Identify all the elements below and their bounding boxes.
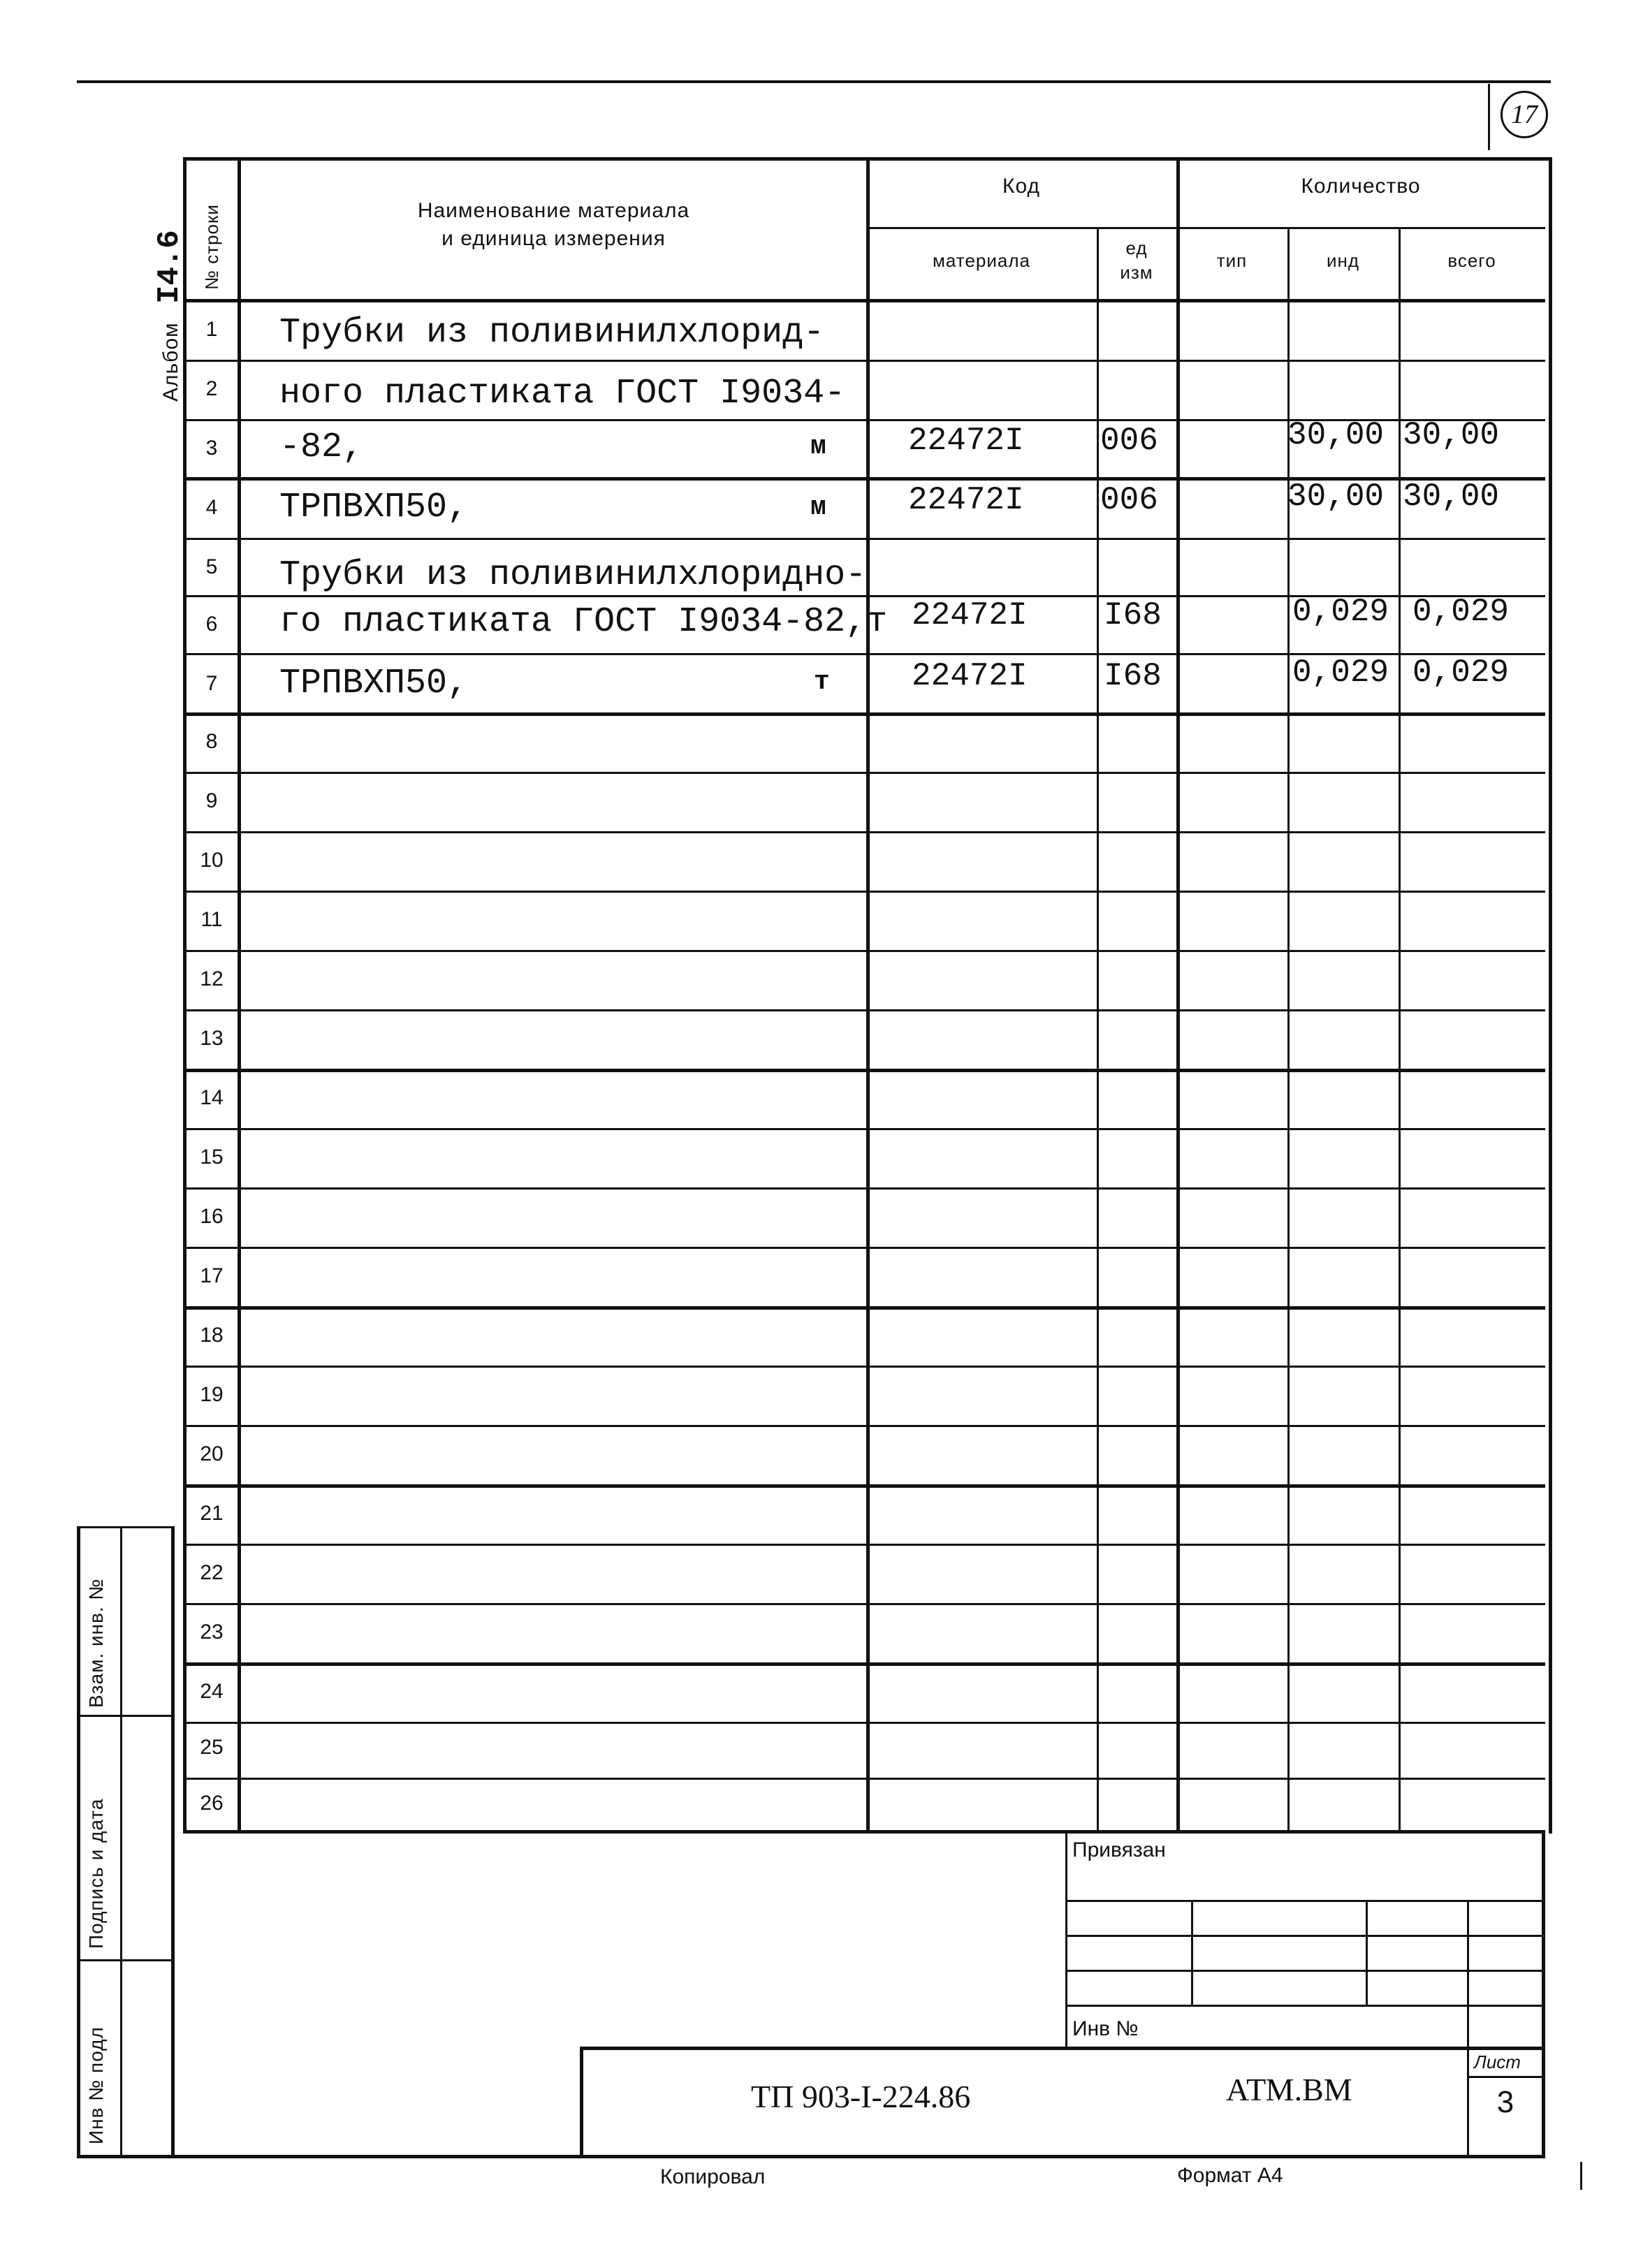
document-code: АТМ.ВМ (1226, 2072, 1352, 2107)
row-line (183, 1009, 1545, 1011)
inv-no-label: Инв № (1072, 2017, 1139, 2040)
header-code-unit-2: изм (1120, 262, 1153, 283)
material-name: го пластиката ГОСТ I9034-82,т (279, 602, 888, 642)
stamp-line (1065, 1935, 1544, 1937)
row-number: 3 (205, 437, 218, 460)
qty-ind: 0,029 (1292, 654, 1389, 691)
side-label-inv-podl: Инв № подл (85, 2026, 107, 2144)
row-line (183, 1484, 1545, 1488)
row-line (183, 1128, 1545, 1130)
side-strip-top (77, 1526, 173, 1528)
header-qty-total: всего (1447, 250, 1496, 271)
material-name: ТРПВХП50, (279, 488, 469, 527)
document-designation: ТП 903-I-224.86 (751, 2079, 971, 2114)
header-code-material: материала (933, 250, 1030, 271)
row-number: 10 (200, 849, 224, 872)
row-number: 19 (200, 1383, 224, 1406)
row-line (183, 1603, 1545, 1605)
row-number: 12 (200, 967, 224, 990)
unit-of-measure: м (810, 432, 826, 462)
footer-copied: Копировал (660, 2165, 766, 2188)
material-code: 22472I (912, 658, 1028, 694)
row-line (183, 772, 1545, 774)
material-code: 22472I (908, 482, 1024, 518)
qty-total: 0,029 (1412, 654, 1510, 691)
row-number: 2 (205, 377, 218, 400)
row-line (183, 1247, 1545, 1249)
row-number: 22 (200, 1561, 224, 1584)
row-number: 18 (200, 1324, 224, 1347)
qty-total: 30,00 (1403, 478, 1500, 515)
right-edge-mark (1580, 2162, 1582, 2190)
header-name-1: Наименование материала (417, 199, 690, 222)
unit-code: I68 (1104, 658, 1162, 694)
title-block-sheet-line (1467, 2076, 1544, 2078)
privyazan-label: Привязан (1072, 1838, 1166, 1861)
row-number: 21 (200, 1502, 224, 1525)
row-line (183, 831, 1545, 833)
row-number: 14 (200, 1086, 224, 1109)
row-line (183, 1544, 1545, 1546)
row-line (183, 538, 1545, 540)
unit-of-measure: т (814, 667, 830, 697)
side-strip-mid (120, 1526, 122, 2155)
col-line-code (1097, 227, 1099, 1830)
stamp-line (1065, 1970, 1544, 1972)
stamp-line (1065, 1900, 1544, 1902)
title-block-left (580, 2047, 583, 2157)
stamp-line (1467, 1900, 1469, 2047)
side-label-podpis: Подпись и дата (85, 1798, 107, 1949)
material-name: Трубки из поливинилхлоридно- (279, 555, 867, 595)
frame-left (171, 1526, 175, 2155)
stamp-line (1065, 1830, 1067, 2047)
header-qty-type: тип (1216, 250, 1248, 271)
row-line (183, 1069, 1545, 1072)
qty-ind: 30,00 (1287, 478, 1385, 515)
stamp-line (1191, 1900, 1193, 2005)
album-label: Альбом I4.6 (152, 230, 187, 402)
header-code-unit-1: ед (1125, 237, 1148, 258)
col-line-name (866, 157, 870, 1830)
row-line (183, 1722, 1545, 1724)
row-line (183, 1425, 1545, 1427)
header-row-no: № строки (201, 204, 222, 290)
header-name-2: и единица измерения (441, 227, 666, 250)
row-number: 17 (200, 1264, 224, 1287)
header-subdivider (866, 227, 1545, 229)
material-name: ного пластиката ГОСТ I9034- (279, 374, 846, 414)
col-line-type (1287, 227, 1290, 1830)
top-rule (77, 80, 1551, 83)
header-qty: Количество (1301, 175, 1421, 198)
row-line (183, 1830, 1545, 1834)
stamp-line (1366, 1900, 1368, 2005)
row-number: 25 (200, 1736, 224, 1759)
row-line (183, 712, 1545, 716)
sheet-number-circle: 17 (1501, 91, 1548, 138)
row-line (183, 1662, 1545, 1666)
row-line (183, 950, 1545, 952)
row-number: 15 (200, 1146, 224, 1169)
side-strip-div (77, 1715, 173, 1717)
stamp-line (1065, 2005, 1544, 2007)
row-line (183, 891, 1545, 893)
row-number: 8 (205, 730, 218, 753)
row-number: 26 (200, 1792, 224, 1815)
sheet-number: 3 (1496, 2085, 1514, 2119)
row-number: 23 (200, 1620, 224, 1644)
row-number: 13 (200, 1027, 224, 1050)
row-number: 1 (205, 318, 218, 341)
header-bottom (183, 299, 1545, 302)
unit-code: 006 (1100, 482, 1158, 518)
row-line (183, 1306, 1545, 1310)
qty-ind: 0,029 (1292, 594, 1389, 630)
material-name: Трубки из поливинилхлорид- (279, 313, 825, 353)
row-number: 4 (205, 496, 218, 519)
unit-code: 006 (1100, 423, 1158, 459)
row-number: 16 (200, 1205, 224, 1228)
material-name: -82, (279, 427, 364, 467)
row-number: 20 (200, 1442, 224, 1465)
side-strip-div (77, 1959, 173, 1961)
material-code: 22472I (908, 423, 1024, 459)
row-number: 9 (205, 789, 218, 812)
material-code: 22472I (912, 597, 1028, 634)
header-code: Код (1002, 175, 1040, 198)
col-line-qty (1176, 157, 1180, 1830)
row-line (183, 1778, 1545, 1780)
unit-of-measure: м (810, 492, 826, 522)
row-line (183, 1366, 1545, 1368)
qty-total: 30,00 (1403, 417, 1500, 453)
material-name: ТРПВХП50, (279, 664, 469, 703)
footer-format: Формат А4 (1177, 2164, 1283, 2187)
sheet-label: Лист (1474, 2051, 1521, 2072)
frame-bottom (77, 2155, 1545, 2158)
row-line (183, 360, 1545, 362)
side-label-vzam: Взам. инв. № (85, 1578, 107, 1708)
row-number: 11 (200, 908, 223, 931)
unit-code: I68 (1104, 597, 1162, 634)
qty-total: 0,029 (1412, 594, 1510, 630)
row-number: 5 (205, 555, 218, 578)
row-number: 7 (205, 672, 218, 695)
qty-ind: 30,00 (1287, 417, 1385, 453)
side-strip-left (77, 1526, 80, 2155)
title-block-top (580, 2047, 1544, 2050)
row-number: 6 (205, 613, 218, 636)
header-qty-ind: инд (1326, 250, 1360, 271)
row-line (183, 1187, 1545, 1190)
col-line-ind (1399, 227, 1401, 1830)
row-number: 24 (200, 1680, 224, 1703)
